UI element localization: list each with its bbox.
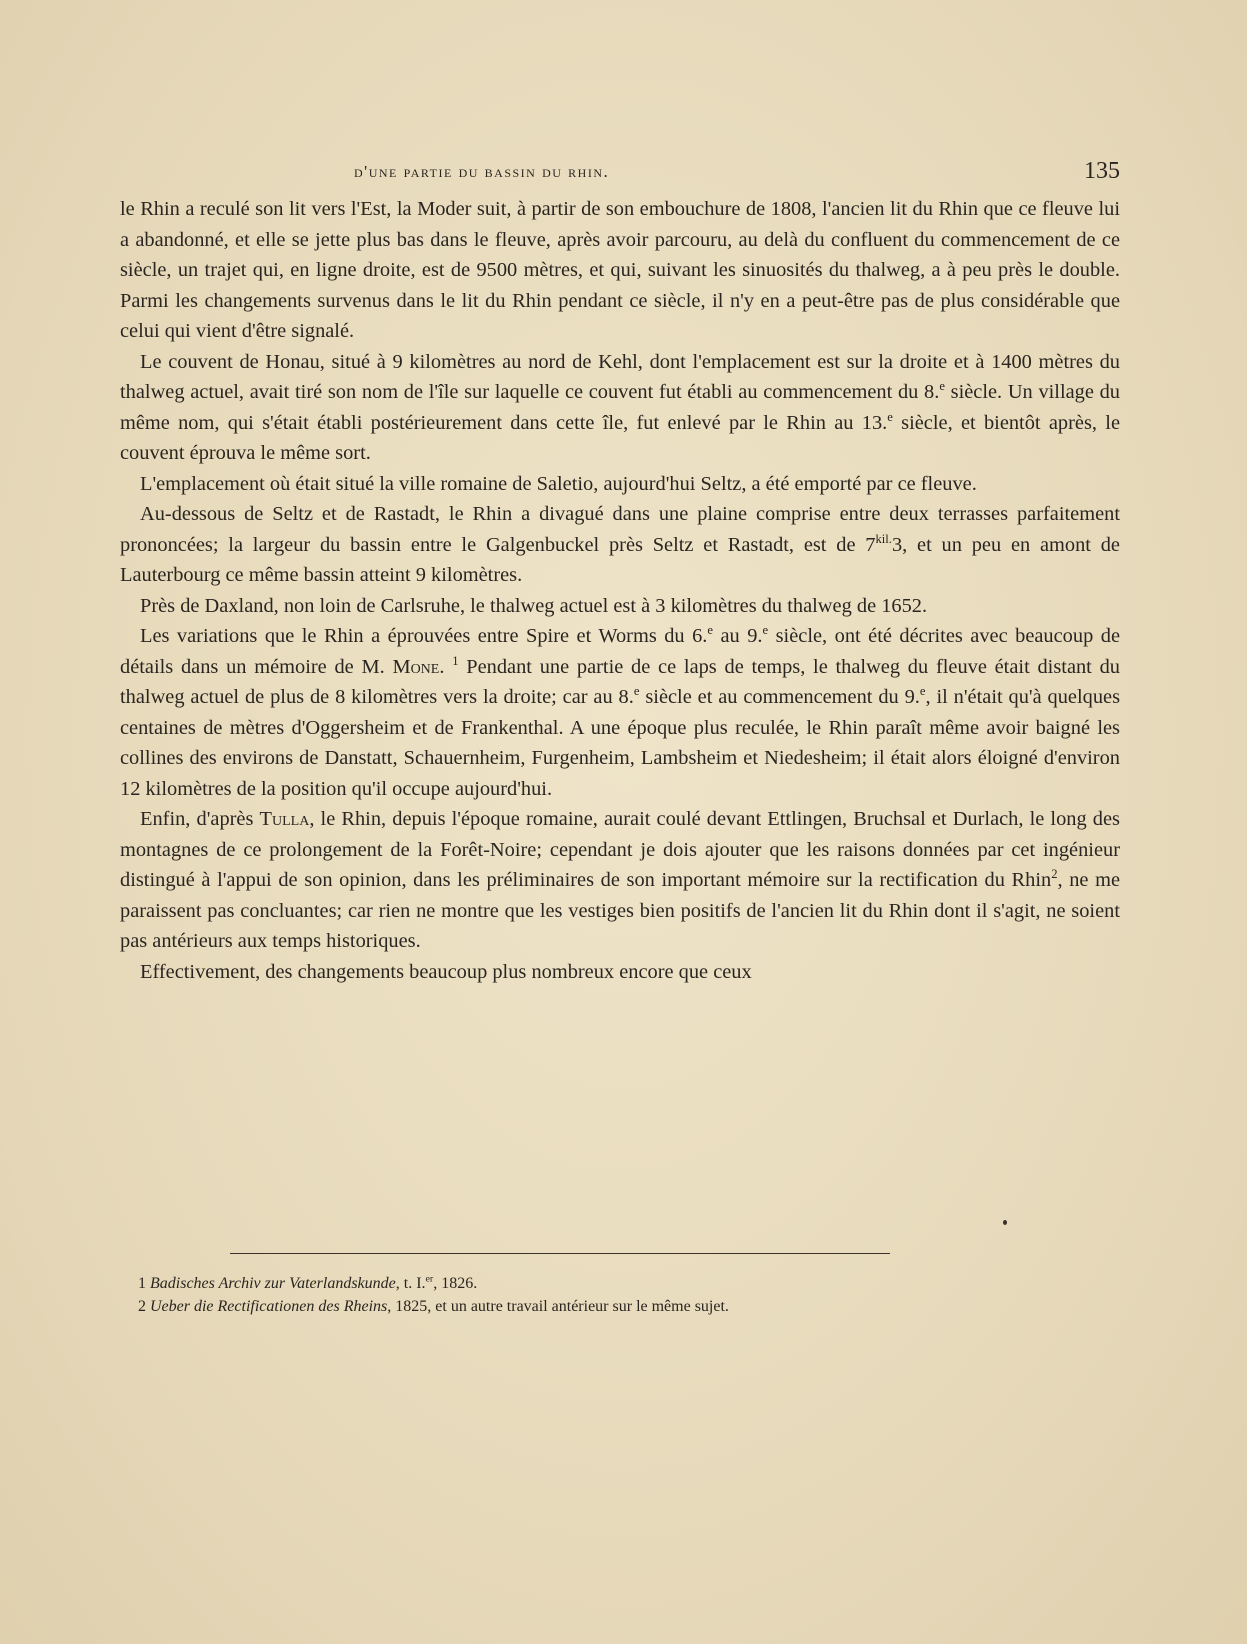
superscript: e [919,684,926,699]
cited-title: Badisches Archiv zur Vaterlandskunde [150,1275,396,1292]
superscript: 1 [452,653,459,668]
superscript: e [707,623,714,638]
author-name: Tulla [259,808,310,830]
superscript: e [762,623,769,638]
text-run: siècle, et bientôt après, le couvent éprouva le même sort. [120,411,1120,464]
text-run: , il n'était qu'à quelques centaines de mètres d'Oggersheim et de Frankenthal. A une époque plus reculée, le Rhin paraît même avoir baigné les collines des environs de Danstatt, Schauernheim, Furgenheim, Lambsheim et Niedesheim; il était alors éloigné d'environ 12 kilomètres de la position qu'il occupe aujourd'hui. [120,686,1121,800]
text-run: , 1826. [433,1275,478,1292]
ink-speck [1003,1220,1007,1225]
paragraph [120,591,1120,622]
superscript: kil. [875,531,892,546]
paragraph [120,194,1120,347]
text-run: Enfin, d'après [140,808,260,830]
paragraph [120,499,1120,591]
paragraph [120,347,1120,469]
text-run: Effectivement, des changements beaucoup plus nombreux encore que ceux [140,960,752,983]
text-run: Au-dessous de Seltz et de Rastadt, le Rhin a divagué dans une plaine comprise entre deux terrasses parfaitement prononcées; la largeur du bassin entre le Galgenbuckel près Seltz et Rastadt, est de 7 [120,503,1120,556]
text-run: 1 [138,1275,150,1292]
text-run: L'emplacement où était situé la ville romaine de Saletio, aujourd'hui Seltz, a été emporté par ce fleuve. [140,472,977,495]
footnote [138,1272,1058,1295]
paragraph [120,621,1120,804]
paragraph [120,804,1120,957]
text-run: , t. I. [395,1275,426,1292]
text-run: 3, et un peu en amont de Lauterbourg ce même bassin atteint 9 kilomètres. [120,533,1120,586]
running-title: d'une partie du bassin du rhin. [354,162,610,181]
superscript: e [633,684,640,699]
text-run: Pendant une partie de ce laps de temps, le thalweg du fleuve était distant du thalweg actuel de plus de 8 kilomètres vers la droite; car au 8. [120,655,1120,708]
footnotes [138,1272,1058,1318]
text-run: , ne me paraissent pas concluantes; car rien ne montre que les vestiges bien positifs de l'ancien lit du Rhin dont il s'agit, ne soient pas antérieurs aux temps historiques. [120,869,1121,952]
footnote [138,1295,1058,1318]
page-header [122,158,1122,188]
superscript: 2 [1051,867,1058,882]
superscript: e [939,379,945,394]
footnote-divider [230,1253,890,1254]
superscript: er [425,1273,434,1285]
cited-title: Ueber die Rectificationen des Rheins [150,1298,388,1315]
text-run: Les variations que le Rhin a éprouvées entre Spire et Worms du 6. [140,625,708,647]
text-run: au 9. [713,625,763,647]
paragraph [120,469,1120,500]
text-run: Le couvent de Honau, situé à 9 kilomètres au nord de Kehl, dont l'emplacement est sur la droite et à 1400 mètres du thalweg actuel, avait tiré son nom de l'île sur laquelle ce couvent fut établi au commencement du 8. [120,350,1120,403]
paragraph [120,957,1120,988]
author-name: Mone. [392,655,445,678]
superscript: e [887,409,893,424]
text-run: siècle. Un village du même nom, qui s'était établi postérieurement dans cette île, fut enlevé par le Rhin au 13. [120,381,1120,434]
page-number: 135 [1084,158,1120,184]
text-run: , le Rhin, depuis l'époque romaine, aurait coulé devant Ettlingen, Bruchsal et Durlach, le long des montagnes de ce prolongement de la Forêt-Noire; cependant je dois ajouter que les raisons données par cet ingénieur distingué à l'appui de son opinion, dans les préliminaires de son important mémoire sur la rectification du Rhin [120,808,1120,891]
text-run: siècle, ont été décrites avec beaucoup de détails dans un mémoire de M. [120,625,1120,678]
text-run: 2 [138,1298,150,1315]
body-text [120,194,1120,987]
text-run: le Rhin a reculé son lit vers l'Est, la Moder suit, à partir de son embouchure de 1808, l'ancien lit du Rhin que ce fleuve lui a abandonné, et elle se jette plus bas dans le fleuve, après avoir parcouru, au delà du confluent du commencement de ce siècle, un trajet qui, en ligne droite, est de 9500 mètres, et qui, suivant les sinuosités du thalweg, a à peu près le double. Parmi les changements survenus dans le lit du Rhin pendant ce siècle, il n'y en a peut-être pas de plus considérable que celui qui vient d'être signalé. [120,198,1120,342]
text-run: siècle et au commencement du 9. [639,686,920,708]
text-run: Près de Daxland, non loin de Carlsruhe, le thalweg actuel est à 3 kilomètres du thalweg de 1652. [140,594,928,617]
text-run: , 1825, et un autre travail antérieur sur le même sujet. [387,1298,729,1315]
